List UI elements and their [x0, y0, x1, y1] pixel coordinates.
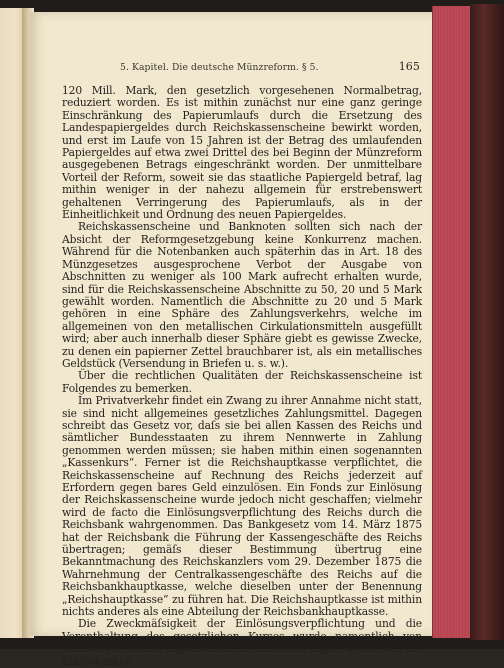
page-header [62, 60, 420, 76]
body-text [62, 85, 422, 668]
running-title: 5. Kapitel. Die deutsche Münzreform. § 5. [120, 62, 319, 73]
paragraph: Die Zweckmäſsigkeit der Einlösungsverpflichtung und die Vorenthaltung des gesetzlichen Kurses wurde namentlich von Bamberger lebhaft angefochten. In kritischen Lagen werde sich die Einlösbarkeit [62, 617, 422, 668]
paragraph: 120 Mill. Mark, den gesetzlich vorgesehenen Normalbetrag, reduziert worden. Es ist mithin zunächst nur eine ganz geringe Einschränkung des Papierumlaufs durch die Ersetzung des Landespapiergeldes durch Reichskassenscheine bewirkt worden, und erst im Laufe von 15 Jahren ist der Betrag des umlaufenden Papiergeldes auf etwa zwei Drittel des bei Beginn der Münzreform ausgegebenen Betrags eingeschränkt worden. Der unmittelbare Vorteil der Reform, soweit sie das staatliche Papiergeld betraf, lag mithin weniger in der nahezu allgemein für erstrebenswert gehaltenen Verringerung des Papierumlaufs, als in der Einheitlichkeit und Ordnung des neuen Papiergeldes. [62, 84, 422, 222]
paragraph: Im Privatverkehr findet ein Zwang zu ihrer Annahme nicht statt, sie sind nicht allgemeines gesetzliches Zahlungsmittel. Dagegen schreibt das Gesetz vor, daſs sie bei allen Kassen des Reichs und sämtlicher Bundesstaaten zu ihrem Nennwerte in Zahlung genommen werden müssen; sie haben mithin einen sogenannten „Kassenkurs“. Ferner ist die Reichshauptkasse verpflichtet, die Reichskassenscheine auf Rechnung des Reichs jederzeit auf Erfordern gegen bares Geld einzulösen. Ein Fonds zur Einlösung der Reichskassenscheine wurde jedoch nicht geschaffen; vielmehr wird de facto die Einlösungsverpflichtung des Reichs durch die Reichsbank wahrgenommen. Das Bankgesetz vom 14. März 1875 hat der Reichsbank die Führung der Kassengeschäfte des Reichs übertragen; gemäſs dieser Bestimmung übertrug eine Bekanntmachung des Reichskanzlers vom 29. Dezember 1875 die Wahrnehmung der Centralkassengeschäfte des Reichs auf die Reichsbankhauptkasse, welche dieselben unter der Benennung „Reichshauptkasse“ zu führen hat. Die Reichshauptkasse ist mithin nichts anderes als eine Abteilung der Reichsbankhauptkasse. [62, 394, 422, 619]
page-edges [432, 6, 473, 638]
page-number: 165 [398, 60, 420, 73]
paragraph: Über die rechtlichen Qualitäten der Reichskassenscheine ist Folgendes zu bemerken. [62, 369, 422, 395]
book-cover [470, 4, 504, 640]
paragraph: Reichskassenscheine und Banknoten sollten sich nach der Absicht der Reformgesetzgebung keine Konkurrenz machen. Während für die Notenbanken auch späterhin das in Art. 18 des Münzgesetzes ausgesprochene Verbot der Ausgabe von Abschnitten zu weniger als 100 Mark aufrecht erhalten wurde, sind für die Reichskassenscheine Abschnitte zu 50, 20 und 5 Mark gewählt worden. Namentlich die Abschnitte zu 20 und 5 Mark gehören in eine Sphäre des Zahlungsverkehrs, welche im allgemeinen von den metallischen Cirkulationsmitteln ausgefüllt wird; aber auch innerhalb dieser Sphäre giebt es gewisse Zwecke, zu denen ein papierner Zettel brauchbarer ist, als ein metallisches Geldstück (Versendung in Briefen u. s. w.). [62, 220, 422, 370]
